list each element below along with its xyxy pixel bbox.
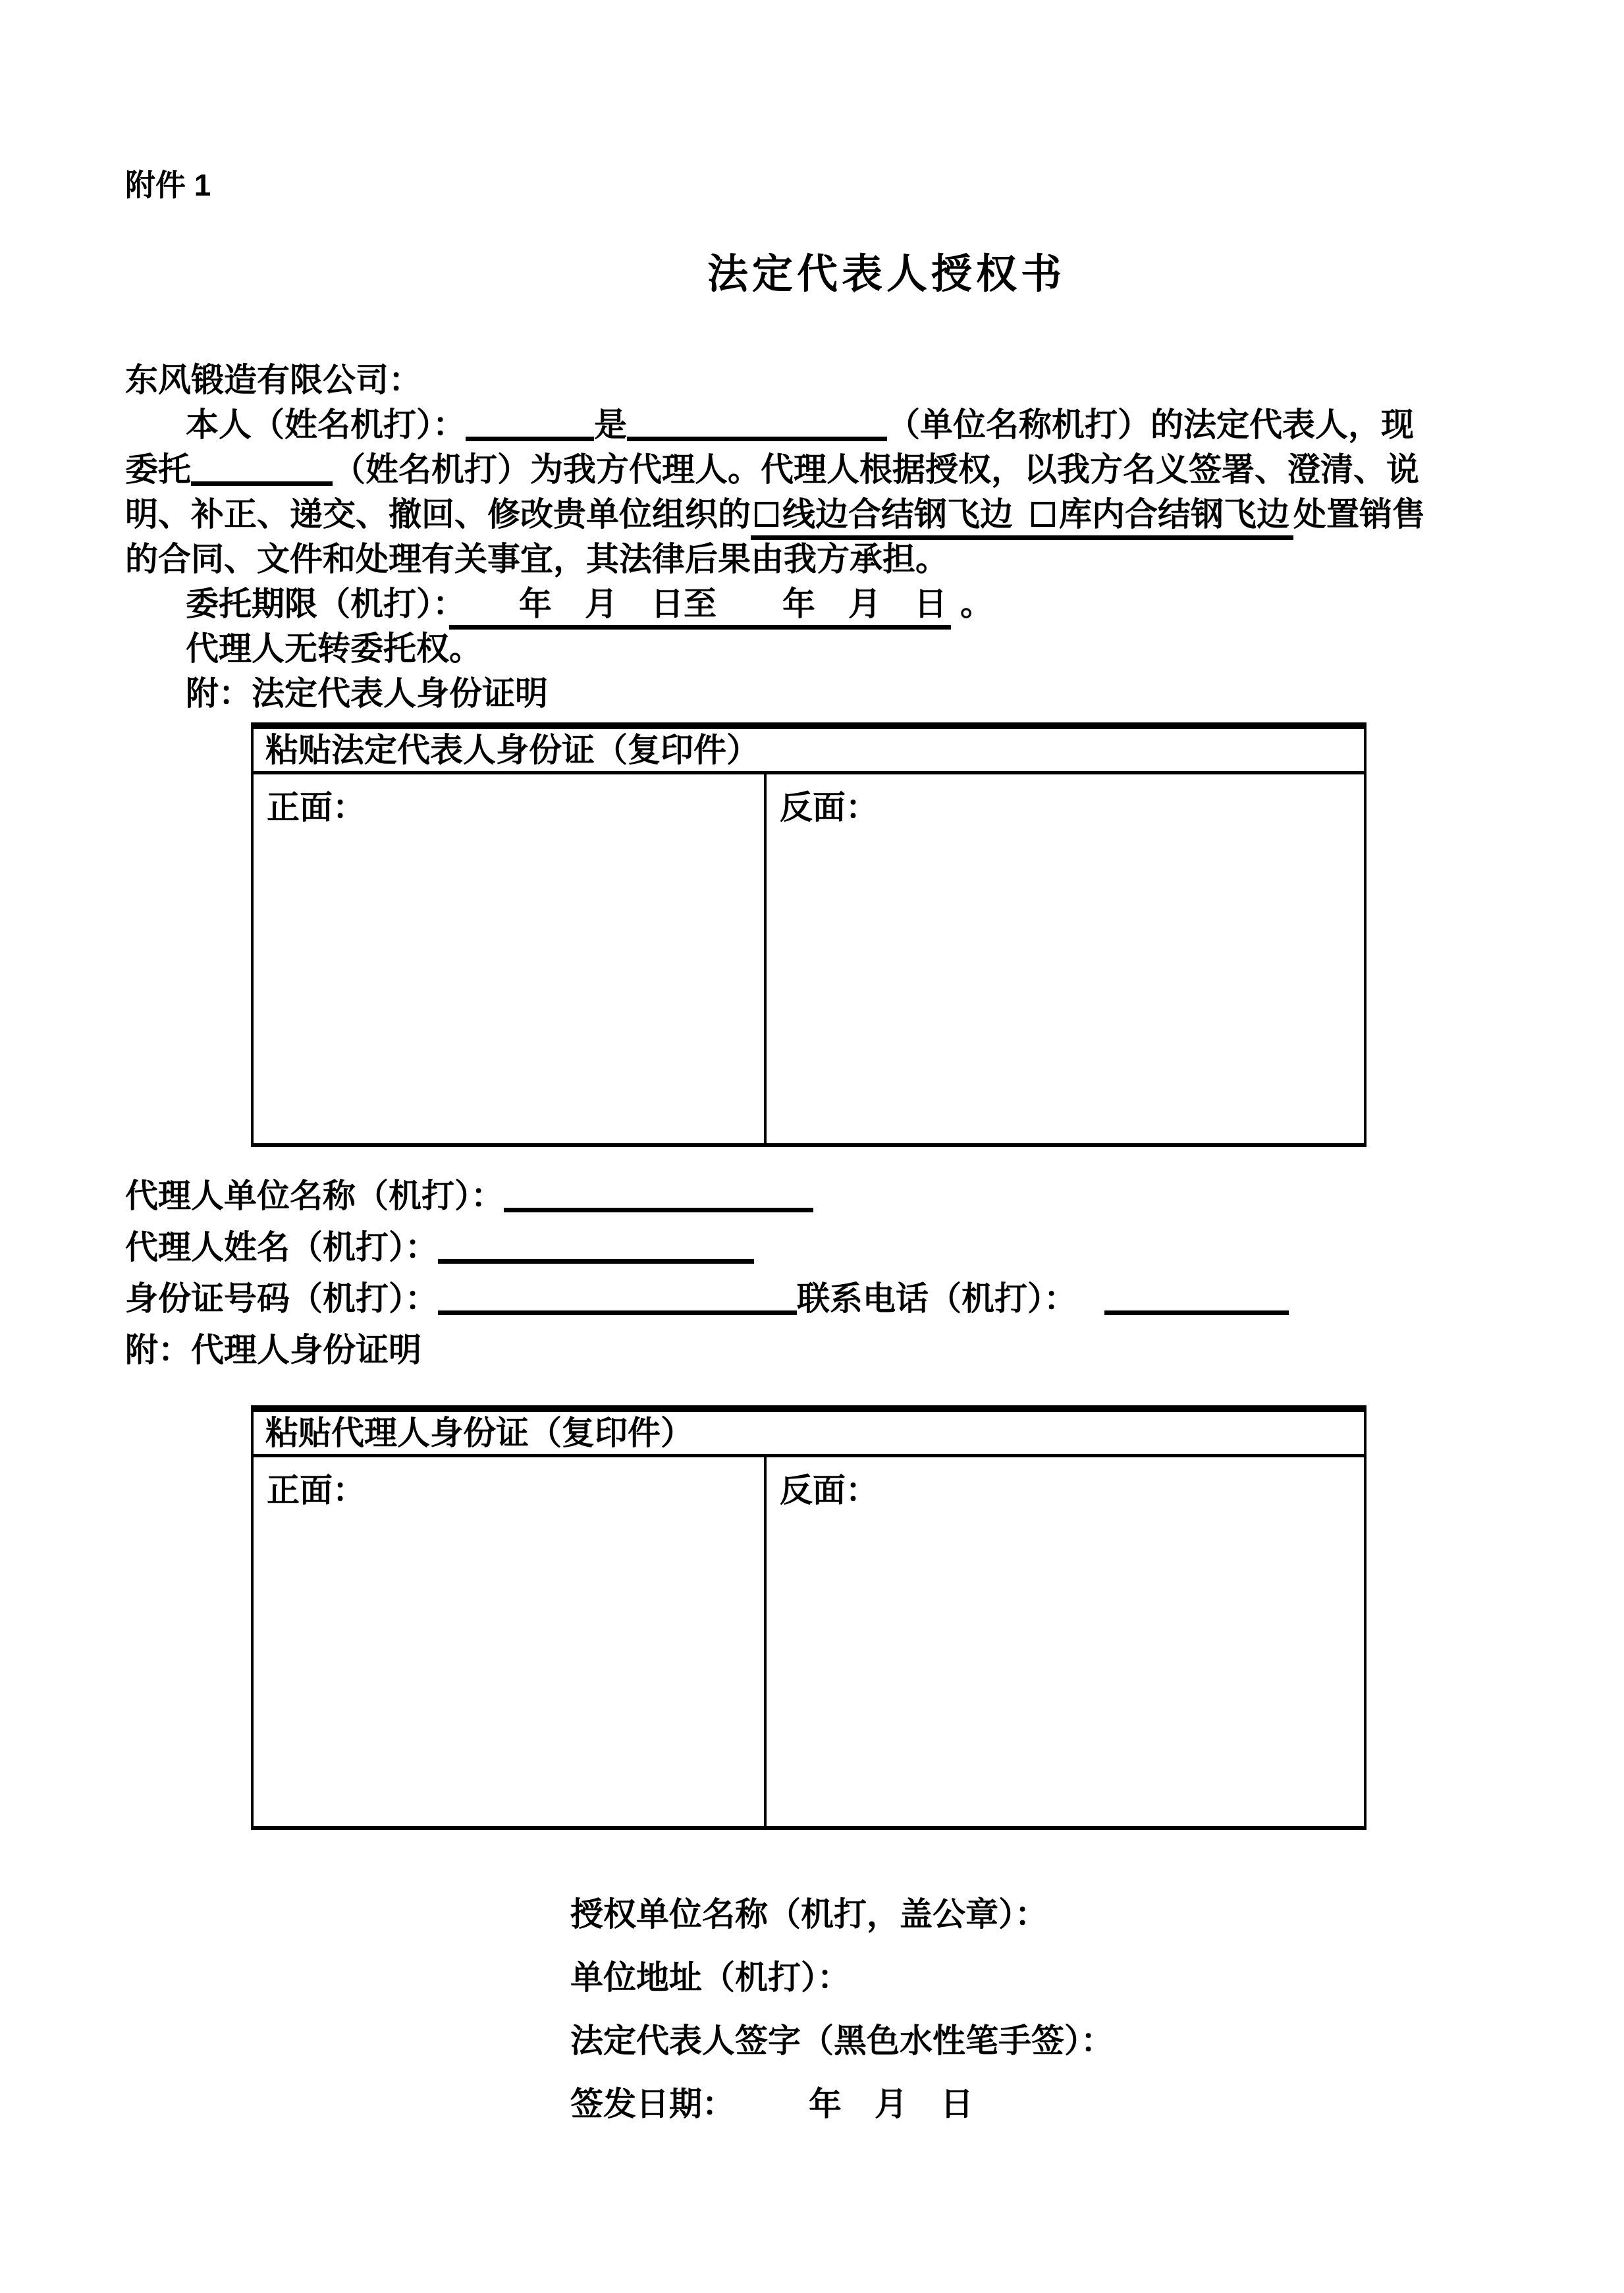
para-line-period — [125, 581, 1508, 626]
checkbox-icon-option2 — [1031, 502, 1055, 527]
line2-pre: 委托 — [125, 451, 191, 488]
issue-date-line — [570, 2072, 1508, 2136]
issue-date-value: 年 月 日 — [809, 2086, 973, 2122]
line1-mid: 是 — [594, 406, 627, 443]
legal-rep-id-table-header: 粘贴法定代表人身份证（复印件） — [254, 729, 1364, 774]
option1-label: 线边合结钢飞边 — [782, 496, 1013, 533]
authorizer-line: 授权单位名称（机打，盖公章）： — [570, 1896, 1048, 1933]
attachment-note-legal-rep: 附：法定代表人身份证明 — [186, 675, 548, 712]
options-underlined-group — [751, 496, 1293, 540]
agent-company-field — [125, 1170, 1508, 1222]
attachment-label: 附件 1 — [125, 168, 211, 202]
period-label: 委托期限（机打）： — [186, 585, 449, 622]
agent-id-front-cell — [254, 1457, 767, 1826]
issue-date-label: 签发日期： — [570, 2086, 735, 2122]
line3-pre: 明、补正、递交、撤回、修改贵单位组织的 — [125, 496, 751, 533]
agent-name-label: 代理人姓名（机打）： — [125, 1229, 438, 1266]
salutation: 东风锻造有限公司： — [125, 362, 421, 398]
agent-id-phone-field — [125, 1273, 1508, 1324]
agent-id-table-body — [254, 1457, 1364, 1826]
legal-rep-id-front-cell — [254, 774, 767, 1143]
legal-rep-id-back-cell — [767, 774, 1364, 1143]
agent-id-table — [251, 1405, 1367, 1830]
agent-id-back-cell — [767, 1457, 1364, 1826]
para-line-principal — [125, 402, 1508, 447]
agent-phone-blank-field — [1104, 1282, 1289, 1315]
agent-id-blank-field — [438, 1282, 797, 1315]
line2-post: （姓名机打）为我方代理人。代理人根据授权，以我方名义签署、澄清、说 — [333, 451, 1419, 488]
legal-rep-id-table-body — [254, 774, 1364, 1143]
period-tail: 。 — [960, 585, 993, 622]
agent-company-blank-field — [504, 1179, 813, 1212]
agent-id-label: 身份证号码（机打）： — [125, 1280, 438, 1317]
agent-company-label: 代理人单位名称（机打）： — [125, 1177, 504, 1214]
company-name-blank-field — [627, 408, 887, 441]
para-line-entrust — [125, 447, 1508, 492]
para-line-no-delegation: 代理人无转委托权。 — [186, 630, 482, 667]
agent-name-blank-field2 — [438, 1231, 754, 1264]
line1-post: （单位名称机打）的法定代表人，现 — [887, 406, 1414, 443]
page-title: 法定代表人授权书 — [707, 252, 1066, 297]
line3-post: 处置销售 — [1293, 496, 1425, 533]
option2-label: 库内合结钢飞边 — [1059, 496, 1289, 533]
agent-name-blank-field — [191, 453, 333, 486]
back-label: 反面： — [779, 789, 879, 826]
line1-pre: 本人（姓名机打）： — [186, 406, 466, 443]
agent-name-field — [125, 1222, 1508, 1273]
agent-fields-block — [125, 1170, 1508, 1376]
legal-rep-id-table — [251, 722, 1367, 1147]
back-label: 反面： — [779, 1472, 879, 1509]
footer-block — [570, 1883, 1508, 2136]
body-paragraph — [125, 402, 1508, 716]
front-label: 正面： — [267, 1472, 365, 1509]
checkbox-icon-option1 — [755, 502, 778, 527]
agent-id-table-header: 粘贴代理人身份证（复印件） — [254, 1412, 1364, 1457]
period-blank-field: 年 月 日至 年 月 日 — [449, 585, 951, 630]
principal-name-blank-field — [466, 408, 594, 441]
agent-phone-label: 联系电话（机打）： — [797, 1280, 1077, 1317]
front-label: 正面： — [267, 789, 365, 826]
signature-line: 法定代表人签字（黑色水性笔手签）： — [570, 2022, 1114, 2059]
attachment-note-agent: 附：代理人身份证明 — [125, 1332, 421, 1368]
address-line: 单位地址（机打）： — [570, 1959, 850, 1996]
para-line-options — [125, 492, 1508, 537]
para-line-contract: 的合同、文件和处理有关事宜，其法律后果由我方承担。 — [125, 541, 948, 578]
